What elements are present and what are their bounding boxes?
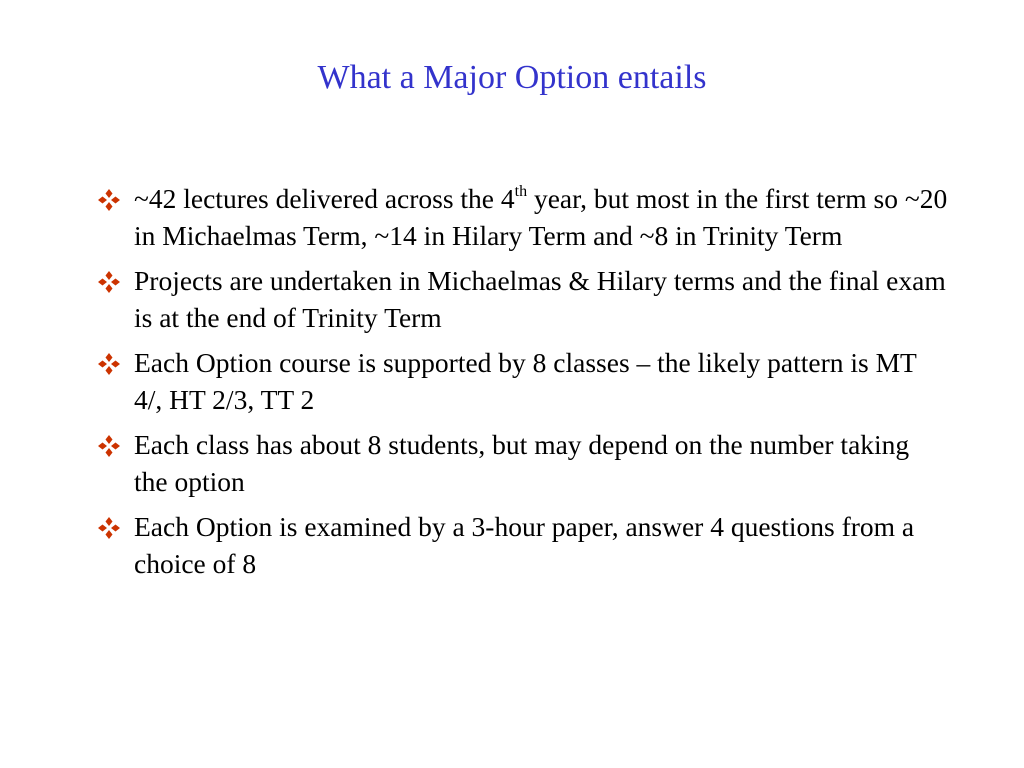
- bullet-text: Each Option course is supported by 8 classes – the likely pattern is MT 4/, HT 2/3, TT 2: [134, 347, 917, 415]
- diamond-bullet-icon: [98, 435, 120, 457]
- bullet-item: [98, 181, 948, 254]
- bullet-text: Projects are undertaken in Michaelmas & Hilary terms and the final exam is at the end of Trinity Term: [134, 265, 946, 333]
- slide-title: What a Major Option entails: [317, 59, 707, 96]
- bullet-text: ~42 lectures delivered across the 4th year, but most in the first term so ~20 in Michaelmas Term, ~14 in Hilary Term and ~8 in Trinity Term: [134, 182, 948, 251]
- diamond-bullet-icon: [98, 271, 120, 293]
- bullet-text: Each class has about 8 students, but may depend on the number taking the option: [134, 429, 910, 497]
- diamond-bullet-icon: [98, 353, 120, 375]
- bullet-item: [98, 345, 948, 418]
- bullet-text: Each Option is examined by a 3-hour paper, answer 4 questions from a choice of 8: [134, 511, 915, 579]
- bullet-list: [98, 181, 948, 591]
- bullet-item: [98, 263, 948, 336]
- diamond-bullet-icon: [98, 517, 120, 539]
- bullet-item: [98, 427, 948, 500]
- superscript: th: [514, 182, 528, 200]
- diamond-bullet-icon: [98, 189, 120, 211]
- bullet-item: [98, 509, 948, 582]
